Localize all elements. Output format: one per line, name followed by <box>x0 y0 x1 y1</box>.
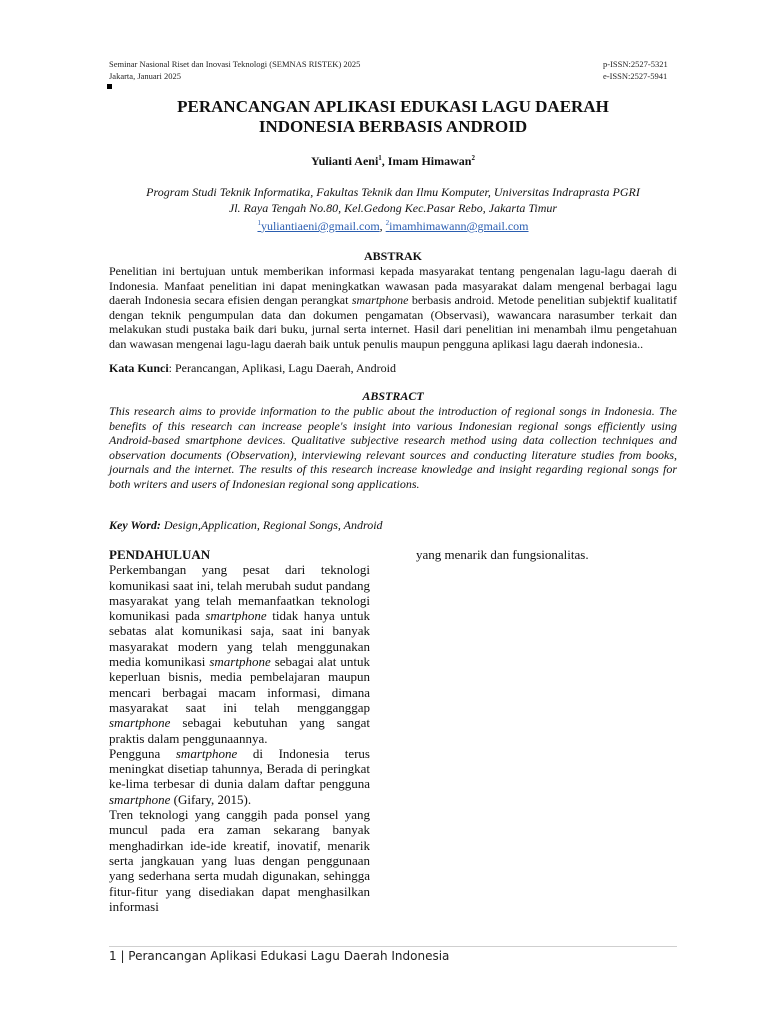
pendahuluan-left-column <box>109 547 370 914</box>
email-2-text: imamhimawann@gmail.com <box>389 219 529 233</box>
abstrak-body <box>109 264 677 352</box>
kata-kunci <box>109 361 677 376</box>
author-1-sup: 1 <box>378 154 382 162</box>
p1-text-d: sebagai kebutuhan yang sangat praktis dalam penggunaannya. <box>109 715 370 746</box>
p1-italic-c: smartphone <box>109 715 171 731</box>
p2-text-b: di Indonesia terus meningkat disetiap tahunnya, Berada di peringkat ke-lima terbesar di dunia dalam daftar pengguna <box>109 745 370 792</box>
email-separator: , <box>379 219 386 233</box>
p1-text-c: sebagai alat untuk keperluan bisnis, media pembelajaran maupun mencari berbagai macam informasi, dimana masyarakat saat ini telah mengganggap <box>109 654 370 715</box>
email-1-text: yuliantiaeni@gmail.com <box>260 219 380 233</box>
footer-divider <box>109 946 677 947</box>
pendahuluan-heading: PENDAHULUAN <box>109 547 211 562</box>
author-2: Imam Himawan <box>387 154 472 168</box>
email-link-1[interactable] <box>257 219 379 233</box>
p1-text-a: Perkembangan yang pesat dari teknologi komunikasi saat ini, telah merubah sudut pandang masyarakat yang telah memanfaatkan teknologi komunikasi pada <box>109 562 370 624</box>
p2-italic-a: smartphone <box>175 745 238 761</box>
title-line-2: INDONESIA BERBASIS ANDROID <box>258 117 528 136</box>
pendahuluan-right-column <box>416 547 677 562</box>
author-separator: , <box>381 154 388 168</box>
email-link-2[interactable] <box>386 219 529 233</box>
affiliation-address: Jl. Raya Tengah No.80, Kel.Gedong Kec.Pasar Rebo, Jakarta Timur <box>228 201 558 215</box>
header-e-issn: e-ISSN:2527-5941 <box>603 71 668 81</box>
abstrak-text-2: berbasis android. Metode penelitian subjektif kualitatif dengan teknik pengumpulan data dan dokumen pengamatan (Observasi), wawancara narasumber terkait dan melakukan studi pustaka baik dari buku, jurnal serta internet. Hasil dari penelitian ini menambah ilmu pengetahuan dan wawasan mengenai lagu-lagu daerah baik untuk penulis maupun pengguna aplikasi lagu daerah indonesia.. <box>109 293 678 351</box>
header-seminar-name: Seminar Nasional Riset dan Inovasi Teknologi (SEMNAS RISTEK) 2025 <box>109 59 361 69</box>
email-1-sup: 1 <box>257 219 261 227</box>
affiliation <box>109 184 677 216</box>
running-header-right <box>603 58 668 82</box>
abstract-body: This research aims to provide information to the public about the introduction of regional songs in Indonesia. The benefits of this research can increase people's insight into various Indonesian regional songs efficiently using Android-based smartphone devices. Qualitative subjective research method using data collection techniques and observation documents (Observation), interviewing relevant sources and conducting literature studies from books, journals and the internet. The results of this research increase knowledge and insight regarding regional songs for both writers and users of Indonesian regional song applications. <box>109 404 677 491</box>
p2-text-c: (Gifary, 2015). <box>170 791 252 807</box>
kata-kunci-text: : Perancangan, Aplikasi, Lagu Daerah, Android <box>168 361 396 375</box>
text-cursor-mark <box>107 84 112 89</box>
abstrak-italic-term: smartphone <box>351 293 409 308</box>
abstract-heading: ABSTRACT <box>362 389 424 403</box>
author-2-sup: 2 <box>471 154 475 162</box>
pendahuluan-paragraph-2 <box>109 746 370 807</box>
p2-italic-b: smartphone <box>109 791 171 807</box>
header-location-date: Jakarta, Januari 2025 <box>109 71 181 81</box>
author-emails <box>109 215 677 234</box>
author-1: Yulianti Aeni <box>311 154 379 168</box>
email-2-sup: 2 <box>385 219 390 227</box>
abstrak-heading: ABSTRAK <box>363 249 422 263</box>
p1-italic-a: smartphone <box>205 608 267 624</box>
pendahuluan-continuation: yang menarik dan fungsionalitas. <box>416 547 589 562</box>
running-header-left <box>109 58 360 82</box>
p2-text-a: Pengguna <box>109 745 176 761</box>
abstrak-text-1: Penelitian ini bertujuan untuk memberikan informasi kepada masyarakat tentang pengenalan lagu-lagu daerah di Indonesia. Manfaat penelitian ini dapat meningkatkan wawasan pada masyarakat dalam mengenal berbagai lagu daerah Indonesia secara efisien dengan perangkat <box>109 264 677 308</box>
title-line-1: PERANCANGAN APLIKASI EDUKASI LAGU DAERAH <box>177 97 609 116</box>
key-word-label: Key Word: <box>109 518 161 532</box>
paper-title <box>109 97 677 137</box>
header-p-issn: p-ISSN:2527-5321 <box>603 59 668 69</box>
affiliation-institution: Program Studi Teknik Informatika, Fakultas Teknik dan Ilmu Komputer, Universitas Indraprasta PGRI <box>146 185 640 199</box>
pendahuluan-paragraph-1 <box>109 562 370 746</box>
p1-text-b: tidak hanya untuk sebatas alat komunikasi saja, saat ini banyak masyarakat modern yang telah menggunakan media komunikasi <box>109 608 370 670</box>
page-footer: 1 | Perancangan Aplikasi Edukasi Lagu Daerah Indonesia <box>109 949 450 963</box>
key-word <box>109 518 677 533</box>
key-word-text: Design,Application, Regional Songs, Android <box>160 518 383 532</box>
pendahuluan-paragraph-3: Tren teknologi yang canggih pada ponsel yang muncul pada era zaman sekarang banyak menghadirkan ide-ide kreatif, inovatif, menarik serta jangkauan yang luas dengan penggunaan yang sederhana serta mudah digunakan, sehingga fitur-fitur yang disediakan dapat menghasilkan informasi <box>109 807 370 914</box>
p1-italic-b: smartphone <box>209 654 271 670</box>
kata-kunci-label: Kata Kunci <box>109 361 169 375</box>
author-list <box>109 151 677 168</box>
